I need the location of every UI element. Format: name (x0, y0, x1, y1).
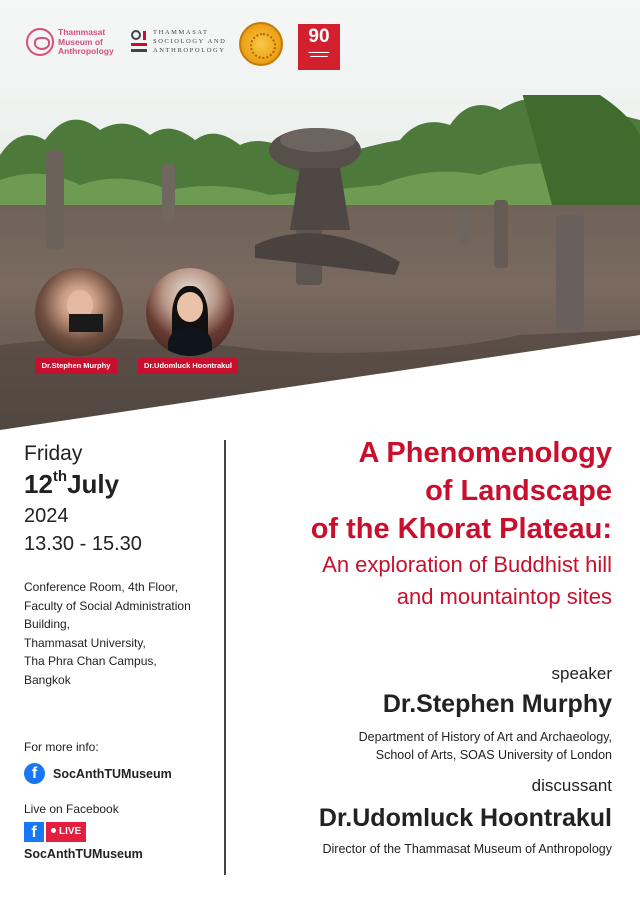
affiliation-line: Department of History of Art and Archaeology, (358, 730, 612, 744)
museum-logo-line: Museum of (58, 36, 103, 47)
talk-subtitle-line: and mountaintop sites (396, 584, 612, 609)
sociology-logo-line: THAMMASAT (153, 29, 209, 36)
facebook-live-badge[interactable] (24, 822, 86, 842)
anniversary-subtext-icon: ▬▬▬▬▬▬ ▬▬▬▬▬ (308, 50, 330, 58)
discussant-role: discussant (531, 776, 612, 795)
live-dot-icon (51, 828, 56, 833)
facebook-square-icon: f (24, 822, 44, 842)
live-label: Live on Facebook (24, 802, 119, 816)
venue-line: Thammasat University, (24, 635, 146, 650)
talk-subtitle-line: An exploration of Buddhist hill (322, 552, 612, 577)
speaker-name-tag: Dr.Stephen Murphy (35, 358, 117, 374)
museum-logo-icon (26, 28, 54, 56)
event-year: 2024 (24, 505, 69, 527)
museum-logo (26, 28, 114, 57)
facebook-icon: f (24, 763, 45, 784)
discussant-portrait (146, 268, 234, 356)
facebook-link[interactable] (24, 763, 172, 784)
sociology-logo-line: SOCIOLOGY AND (153, 38, 227, 45)
event-date-day: 12 (24, 469, 53, 499)
venue-line: Tha Phra Chan Campus, (24, 654, 157, 669)
talk-subtitle (240, 549, 612, 613)
live-badge-text: LIVE (59, 826, 82, 837)
speaker-name: Dr.Stephen Murphy (382, 690, 612, 718)
facebook-handle[interactable]: SocAnthTUMuseum (53, 766, 172, 781)
logo-bar (26, 22, 356, 72)
affiliation-line: School of Arts, SOAS University of London (375, 748, 612, 762)
talk-title-line: of Landscape (425, 475, 612, 507)
university-seal-icon (239, 22, 283, 66)
affiliation-line: Director of the Thammasat Museum of Anthropology (322, 842, 612, 856)
sociology-logo-icon (131, 30, 147, 54)
hero-photo (0, 0, 640, 430)
venue-line: Conference Room, 4th Floor, (24, 580, 179, 594)
discussant-affiliation (323, 840, 613, 858)
speaker-portrait (35, 268, 123, 356)
museum-logo-line: Thammasat (58, 27, 106, 37)
anniversary-number: 90 (308, 26, 330, 47)
talk-title-line: of the Khorat Plateau: (310, 513, 612, 545)
column-divider (224, 440, 226, 875)
event-day: Friday (24, 442, 83, 465)
talk-title-line: A Phenomenology (358, 437, 612, 469)
live-handle[interactable]: SocAnthTUMuseum (24, 847, 143, 861)
anniversary-logo (298, 24, 340, 70)
speaker-role: speaker (551, 664, 612, 683)
talk-title (240, 434, 612, 548)
live-badge (46, 822, 86, 842)
event-venue (24, 578, 224, 690)
more-info-label: For more info: (24, 740, 99, 754)
sociology-logo-line: ANTHROPOLOGY (153, 47, 226, 54)
venue-line: Bangkok (24, 672, 71, 687)
venue-line: Faculty of Social Administration (24, 598, 191, 613)
event-time: 13.30 - 15.30 (24, 533, 142, 555)
talk-info (240, 434, 612, 613)
discussant-name-tag: Dr.Udomluck Hoontrakul (138, 358, 238, 374)
discussant-name: Dr.Udomluck Hoontrakul (318, 804, 612, 832)
speaker-affiliation (359, 728, 612, 764)
museum-logo-line: Anthropology (58, 46, 114, 56)
event-details (24, 440, 224, 690)
sociology-logo (131, 28, 226, 55)
event-date-month: July (67, 469, 120, 499)
event-date (24, 468, 224, 500)
event-date-suffix: th (52, 468, 68, 485)
venue-line: Building, (24, 617, 71, 632)
